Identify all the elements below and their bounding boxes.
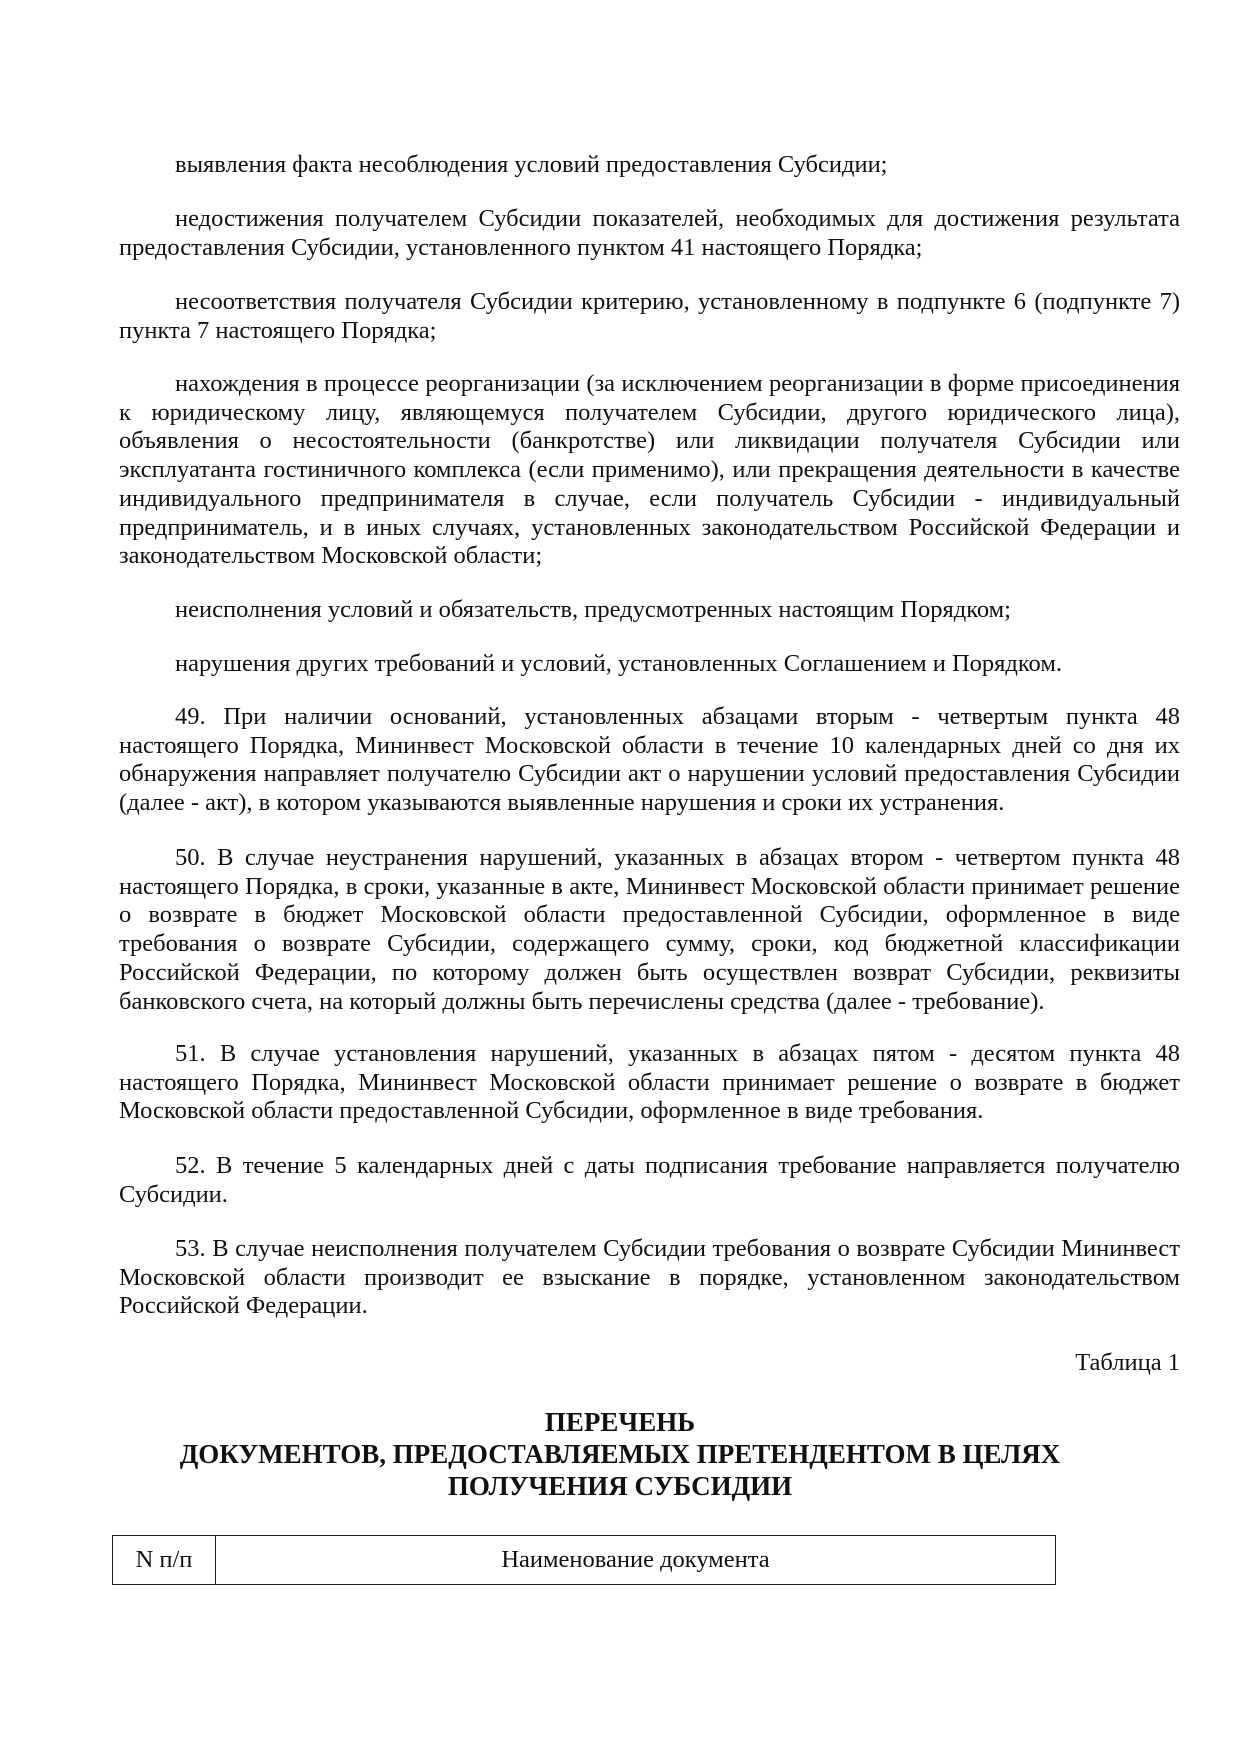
- paragraph: неисполнения условий и обязательств, предусмотренных настоящим Порядком;: [175, 596, 1011, 623]
- table-label: Таблица 1: [1075, 1349, 1180, 1376]
- header-document-name: Наименование документа: [216, 1536, 1056, 1585]
- paragraph-51: 51. В случае установления нарушений, указанных в абзацах пятом - десятом пункта 48 настоящего Порядка, Мининвест Московской области принимает решение о возврате в бюджет Московской области предоставленной Субсидии, оформленное в виде требования.: [119, 1040, 1180, 1125]
- document-title: [0, 1406, 1240, 1502]
- paragraph: выявления факта несоблюдения условий предоставления Субсидии;: [175, 151, 888, 178]
- paragraph: нахождения в процессе реорганизации (за исключением реорганизации в форме присоединения к юридическому лицу, являющемуся получателем Субсидии, другого юридического лица), объявления о несостоятельности (банкротстве) или ликвидации получателя Субсидии или эксплуатанта гостиничного комплекса (если применимо), или прекращения деятельности в качестве индивидуального предпринимателя в случае, если получатель Субсидии - индивидуальный предприниматель, и в иных случаях, установленных законодательством Российской Федерации и законодательством Московской области;: [119, 370, 1180, 570]
- title-line: ПОЛУЧЕНИЯ СУБСИДИИ: [447, 1471, 793, 1501]
- table-header-row: [113, 1536, 1056, 1585]
- paragraph-52: 52. В течение 5 календарных дней с даты подписания требование направляется получателю Субсидии.: [119, 1152, 1180, 1208]
- title-line: ПЕРЕЧЕНЬ: [544, 1407, 696, 1437]
- paragraph: несоответствия получателя Субсидии критерию, установленному в подпункте 6 (подпункте 7) пункта 7 настоящего Порядка;: [119, 288, 1180, 344]
- title-line: ДОКУМЕНТОВ, ПРЕДОСТАВЛЯЕМЫХ ПРЕТЕНДЕНТОМ В ЦЕЛЯХ: [179, 1439, 1061, 1469]
- paragraph-53: 53. В случае неисполнения получателем Субсидии требования о возврате Субсидии Мининвест Московской области производит ее взыскание в порядке, установленном законодательством Российской Федерации.: [119, 1235, 1180, 1320]
- documents-table: [112, 1535, 1056, 1585]
- paragraph: нарушения других требований и условий, установленных Соглашением и Порядком.: [175, 650, 1062, 677]
- header-number: N п/п: [113, 1536, 216, 1585]
- paragraph-49: 49. При наличии оснований, установленных абзацами вторым - четвертым пункта 48 настоящего Порядка, Мининвест Московской области в течение 10 календарных дней со дня их обнаружения направляет получателю Субсидии акт о нарушении условий предоставления Субсидии (далее - акт), в котором указываются выявленные нарушения и сроки их устранения.: [119, 703, 1180, 817]
- paragraph-50: 50. В случае неустранения нарушений, указанных в абзацах втором - четвертом пункта 48 настоящего Порядка, в сроки, указанные в акте, Мининвест Московской области принимает решение о возврате в бюджет Московской области предоставленной Субсидии, оформленное в виде требования о возврате Субсидии, содержащего сумму, сроки, код бюджетной классификации Российской Федерации, по которому должен быть осуществлен возврат Субсидии, реквизиты банковского счета, на который должны быть перечислены средства (далее - требование).: [119, 844, 1180, 1015]
- paragraph: недостижения получателем Субсидии показателей, необходимых для достижения результата предоставления Субсидии, установленного пунктом 41 настоящего Порядка;: [119, 205, 1180, 261]
